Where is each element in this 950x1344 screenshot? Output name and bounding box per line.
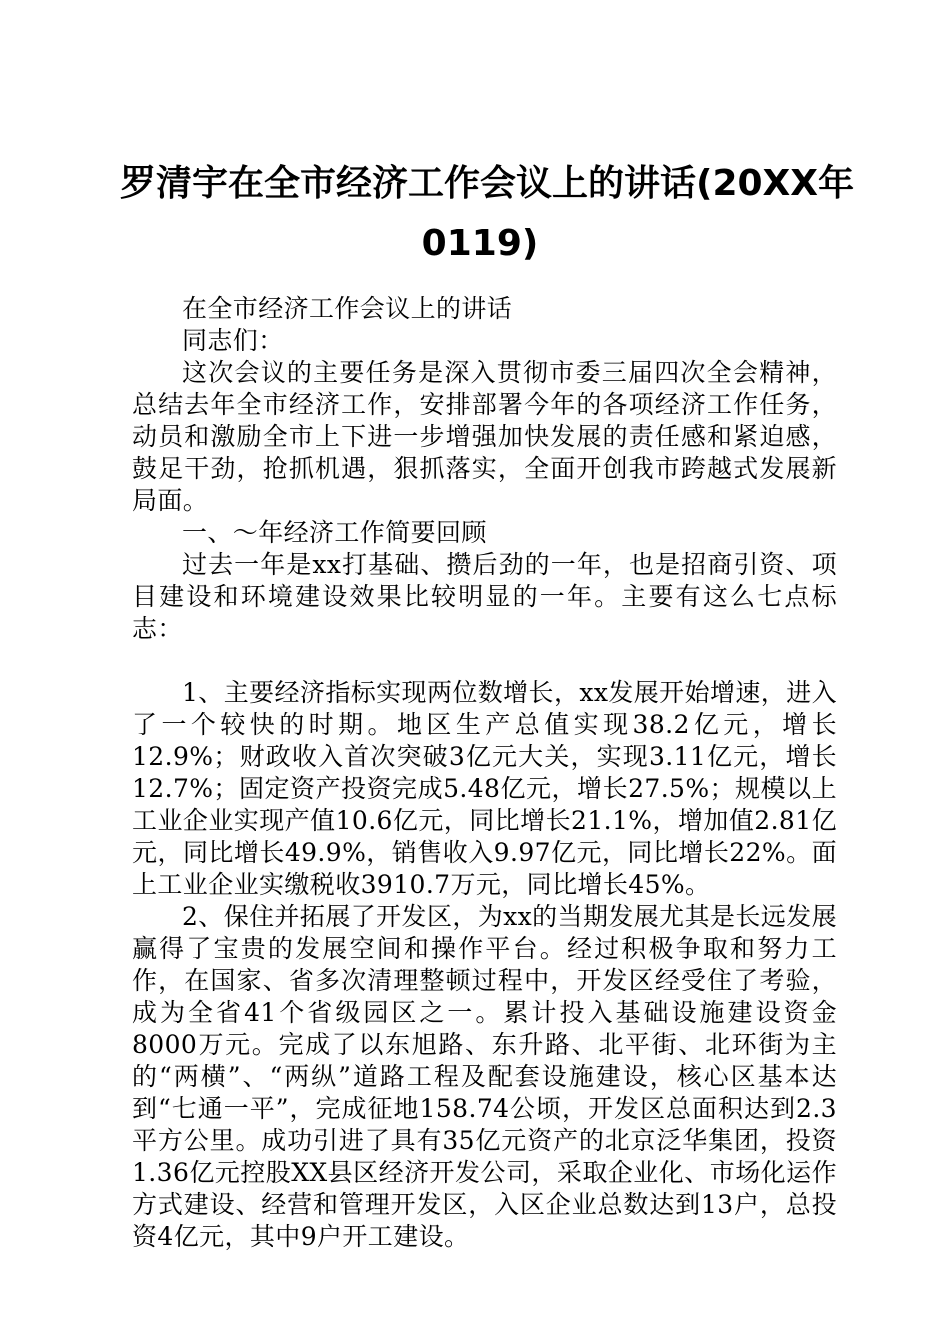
salutation: 同志们： <box>182 326 284 355</box>
speech-heading: 在全市经济工作会议上的讲话 <box>182 294 513 323</box>
section-heading: 一、～年经济工作简要回顾 <box>182 518 487 547</box>
paragraph-overview: 过去一年是xx打基础、攒后劲的一年，也是招商引资、项目建设和环境建设效果比较明显的一年。主要有这么七点标志： <box>132 550 837 643</box>
paragraph-point-1: 1、主要经济指标实现两位数增长，xx发展开始增速，进入了一个较快的时期。地区生产总值实现38.2亿元，增长12.9%；财政收入首次突破3亿元大关，实现3.11亿元，增长12.7%；固定资产投资完成5.48亿元，增长27.5%；规模以上工业企业实现产值10.6亿元，同比增长21.1%，增加值2.81亿元，同比增长49.9%，销售收入9.97亿元，同比增长22%。面上工业企业实缴税收3910.7万元，同比增长45%。 <box>132 678 837 899</box>
paragraph-intro: 这次会议的主要任务是深入贯彻市委三届四次全会精神，总结去年全市经济工作，安排部署今年的各项经济工作任务，动员和激励全市上下进一步增强加快发展的责任感和紧迫感，鼓足干劲，抢抓机遇，狠抓落实，全面开创我市跨越式发展新局面。 <box>132 358 837 515</box>
document-title-line-1: 罗清宇在全市经济工作会议上的讲话(20XX年 <box>120 163 855 204</box>
document-body <box>132 293 837 1253</box>
paragraph-point-2: 2、保住并拓展了开发区，为xx的当期发展尤其是长远发展赢得了宝贵的发展空间和操作平台。经过积极争取和努力工作，在国家、省多次清理整顿过程中，开发区经受住了考验，成为全省41个省级园区之一。累计投入基础设施建设资金8000万元。完成了以东旭路、东升路、北平街、北环街为主的“两横”、“两纵”道路工程及配套设施建设，核心区基本达到“七通一平”，完成征地158.74公顷，开发区总面积达到2.3平方公里。成功引进了具有35亿元资产的北京泛华集团，投资1.36亿元控股XX县区经济开发公司，采取企业化、市场化运作方式建设、经营和管理开发区，入区企业总数达到13户，总投资4亿元，其中9户开工建设。 <box>132 902 837 1251</box>
document-title-line-2: 0119) <box>421 223 539 264</box>
